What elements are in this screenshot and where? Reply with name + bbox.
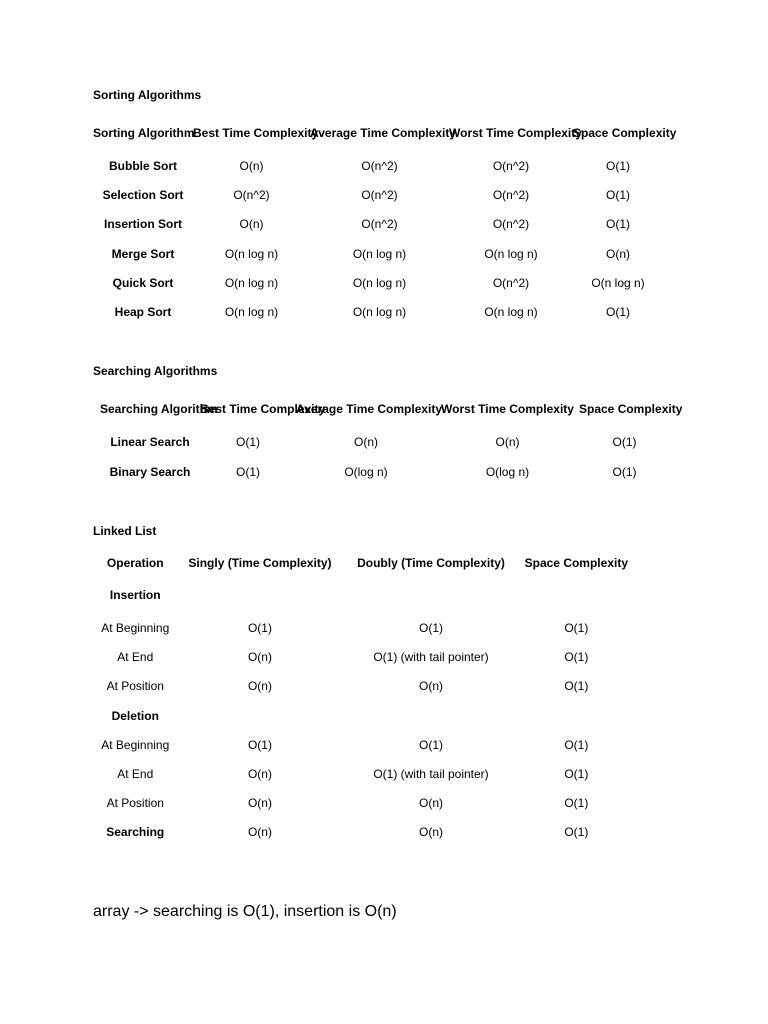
- linked-list-column-header: Singly (Time Complexity): [188, 555, 332, 570]
- linked-list-column-header: Space Complexity: [524, 555, 628, 570]
- linked-list-row: [93, 760, 633, 789]
- sorting-cell: O(n^2): [361, 159, 398, 174]
- linked-list-section-title: Linked List: [93, 524, 157, 538]
- sorting-cell: O(n^2): [492, 217, 530, 232]
- sorting-column-header: Worst Time Complexity: [449, 126, 582, 140]
- sorting-cell: O(n^2): [492, 159, 530, 174]
- linked-list-cell: O(1): [564, 679, 589, 694]
- searching-column-header: Space Complexity: [579, 402, 683, 416]
- linked-list-cell: O(n): [419, 825, 443, 840]
- sorting-column-header: Space Complexity: [573, 126, 677, 140]
- linked-list-header-row: [93, 550, 633, 576]
- linked-list-row-label: At End: [117, 767, 154, 782]
- searching-table: [100, 391, 683, 487]
- searching-cell: O(1): [612, 464, 637, 479]
- sorting-cell: O(n^2): [361, 188, 398, 203]
- linked-list-group-label: Searching: [106, 825, 165, 840]
- linked-list-cell: O(1): [564, 650, 589, 665]
- sorting-row-label: Heap Sort: [114, 305, 172, 320]
- searching-header-row: [100, 391, 670, 428]
- linked-list-cell: O(n): [247, 796, 272, 811]
- linked-list-group-label: Deletion: [111, 708, 159, 723]
- sorting-cell: O(1): [606, 217, 630, 232]
- sorting-cell: O(n log n): [224, 305, 279, 320]
- linked-list-cell: O(1) (with tail pointer): [373, 650, 489, 665]
- linked-list-row-label: At End: [117, 650, 154, 665]
- sorting-cell: O(n log n): [484, 305, 538, 320]
- sorting-cell: O(n log n): [484, 246, 538, 261]
- sorting-row-label: Insertion Sort: [103, 217, 182, 232]
- linked-list-cell: O(n): [419, 679, 443, 694]
- sorting-cell: O(n^2): [492, 188, 530, 203]
- linked-list-cell: [178, 576, 343, 614]
- linked-list-cell: O(1): [247, 737, 272, 752]
- searching-cell: O(1): [236, 435, 260, 450]
- sorting-row-label: Selection Sort: [102, 188, 184, 203]
- linked-list-cell: [342, 576, 519, 614]
- linked-list-cell: O(n): [419, 796, 443, 811]
- linked-list-cell: [520, 702, 633, 731]
- sorting-table: [93, 115, 677, 327]
- linked-list-column-header: Operation: [106, 555, 164, 570]
- searching-cell: O(1): [612, 435, 637, 450]
- linked-list-cell: O(1): [564, 796, 589, 811]
- sorting-section-title: Sorting Algorithms: [93, 88, 202, 102]
- linked-list-cell: O(1): [564, 825, 589, 840]
- linked-list-row: [93, 576, 633, 614]
- sorting-cell: O(n log n): [224, 275, 279, 290]
- sorting-cell: O(n log n): [352, 246, 407, 261]
- linked-list-column-header: Doubly (Time Complexity): [357, 555, 505, 570]
- sorting-cell: O(n): [606, 246, 630, 261]
- sorting-row: [93, 210, 663, 239]
- sorting-cell: O(n): [239, 159, 264, 174]
- linked-list-row-label: At Beginning: [101, 621, 170, 636]
- sorting-row-label: Quick Sort: [112, 275, 174, 290]
- linked-list-table: [93, 550, 633, 848]
- sorting-cell: O(n log n): [352, 275, 407, 290]
- linked-list-row-label: At Beginning: [101, 737, 170, 752]
- linked-list-row: [93, 643, 633, 672]
- sorting-row: [93, 152, 663, 181]
- linked-list-row-label: At Position: [106, 796, 164, 811]
- sorting-row-label: Bubble Sort: [109, 159, 177, 174]
- sorting-column-header: Best Time Complexity: [193, 126, 319, 140]
- linked-list-row: [93, 614, 633, 643]
- sorting-cell: O(1): [606, 188, 630, 203]
- sorting-row-label: Merge Sort: [111, 246, 175, 261]
- linked-list-row: [93, 731, 633, 760]
- searching-column-header: Worst Time Complexity: [441, 402, 574, 416]
- searching-section-title: Searching Algorithms: [93, 364, 218, 378]
- searching-cell: O(log n): [344, 464, 388, 479]
- sorting-cell: O(1): [606, 159, 630, 174]
- searching-column-header: Searching Algorithm: [100, 402, 218, 416]
- searching-cell: O(n): [495, 435, 520, 450]
- linked-list-cell: O(n): [247, 650, 272, 665]
- linked-list-row: [93, 702, 633, 731]
- searching-column-header: Best Time Complexity: [200, 402, 326, 416]
- linked-list-cell: O(1): [247, 621, 272, 636]
- linked-list-cell: [342, 702, 519, 731]
- sorting-row: [93, 181, 663, 210]
- linked-list-cell: O(1): [419, 621, 443, 636]
- linked-list-cell: O(n): [247, 679, 272, 694]
- sorting-cell: O(n log n): [224, 246, 279, 261]
- sorting-column-header: Average Time Complexity: [310, 126, 457, 140]
- linked-list-row: [93, 789, 633, 818]
- sorting-cell: O(n log n): [591, 275, 645, 290]
- linked-list-cell: O(1): [419, 737, 443, 752]
- sorting-row: [93, 269, 663, 298]
- linked-list-group-label: Insertion: [109, 587, 161, 602]
- linked-list-cell: O(1) (with tail pointer): [373, 767, 489, 782]
- linked-list-row-label: At Position: [106, 679, 164, 694]
- searching-row: [100, 458, 670, 488]
- searching-row-label: Binary Search: [109, 464, 191, 479]
- linked-list-row: [93, 818, 633, 847]
- linked-list-row: [93, 672, 633, 701]
- sorting-cell: O(n log n): [352, 305, 407, 320]
- sorting-cell: O(n^2): [361, 217, 398, 232]
- sorting-row: [93, 240, 663, 269]
- sorting-header-row: [93, 115, 663, 152]
- searching-row-label: Linear Search: [110, 435, 190, 450]
- linked-list-cell: O(n): [247, 825, 272, 840]
- sorting-cell: O(n^2): [233, 188, 270, 203]
- linked-list-cell: [520, 576, 633, 614]
- linked-list-cell: O(1): [564, 767, 589, 782]
- searching-cell: O(1): [236, 464, 260, 479]
- sorting-column-header: Sorting Algorithm: [93, 126, 195, 140]
- array-note: array -> searching is O(1), insertion is O(n): [93, 903, 397, 920]
- sorting-cell: O(n^2): [492, 275, 530, 290]
- linked-list-cell: O(1): [564, 621, 589, 636]
- searching-row: [100, 428, 670, 458]
- sorting-cell: O(1): [606, 305, 630, 320]
- searching-cell: O(log n): [485, 464, 530, 479]
- linked-list-cell: O(n): [247, 767, 272, 782]
- linked-list-cell: [178, 702, 343, 731]
- sorting-row: [93, 298, 663, 327]
- searching-cell: O(n): [354, 435, 378, 450]
- linked-list-cell: O(1): [564, 737, 589, 752]
- sorting-cell: O(n): [239, 217, 264, 232]
- searching-column-header: Average Time Complexity: [296, 402, 443, 416]
